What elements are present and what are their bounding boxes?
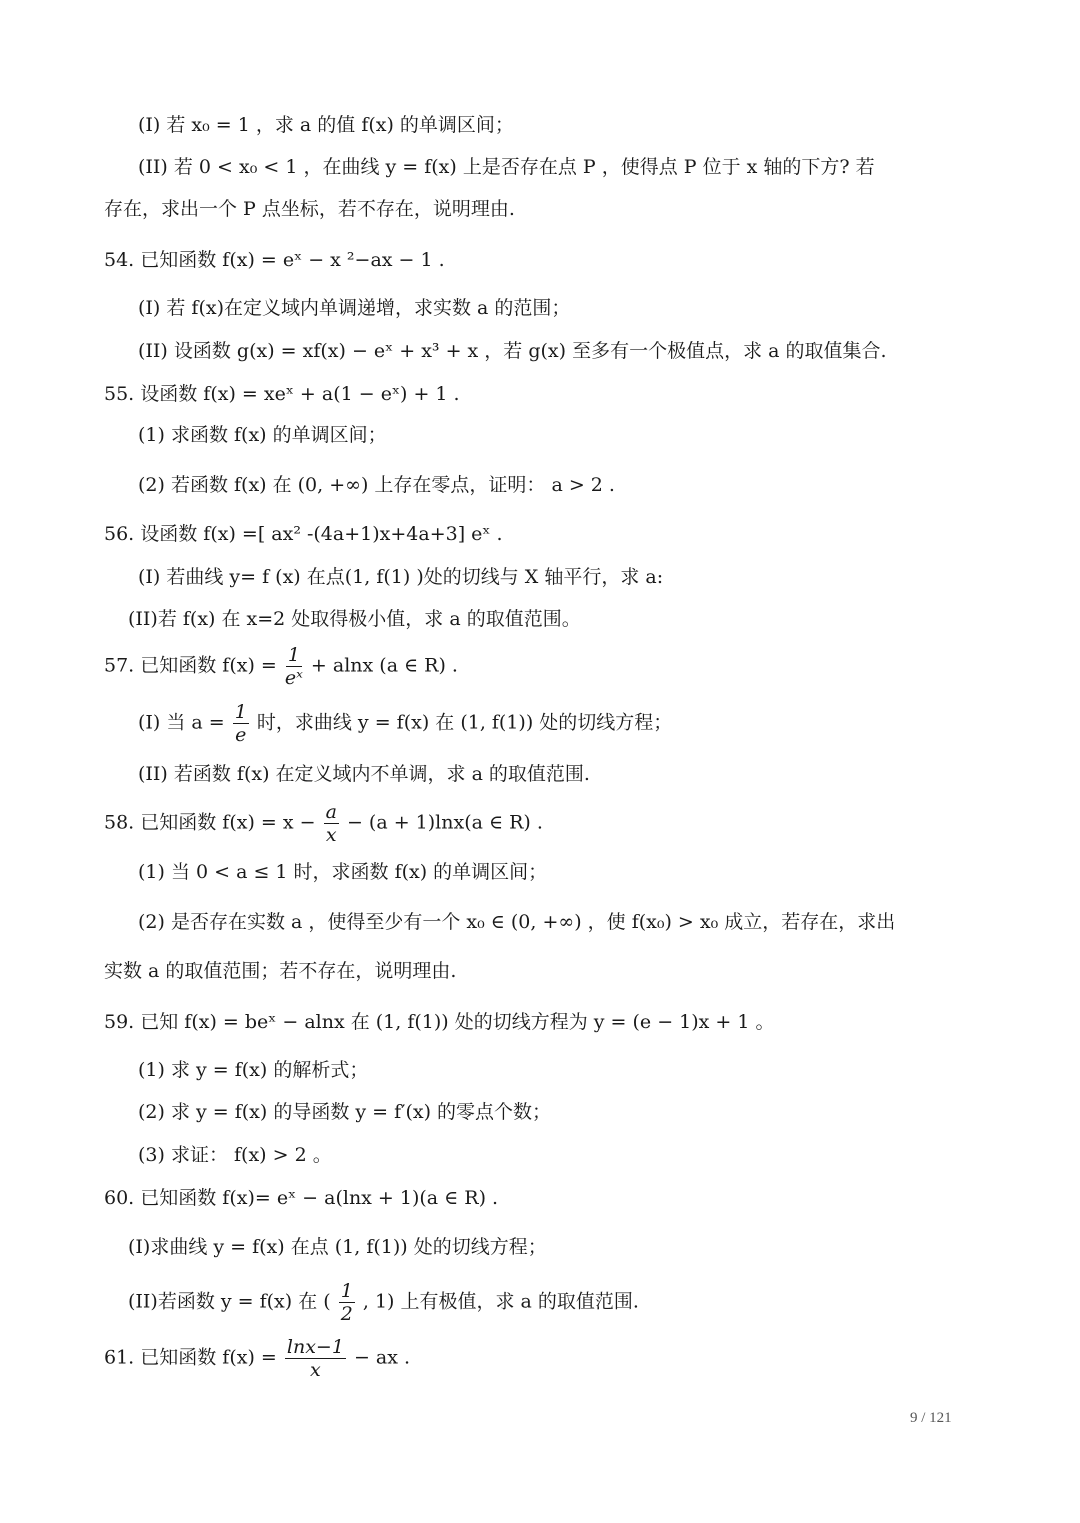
q57-part-i-prefix: (I) 当 a = bbox=[138, 711, 225, 734]
q56-part-i: (I) 若曲线 y= f (x) 在点(1, f(1) )处的切线与 X 轴平行，求 a: bbox=[138, 566, 664, 588]
q60-part-ii-fraction-numerator: 1 bbox=[340, 1280, 353, 1302]
q58-fraction-numerator: a bbox=[325, 801, 337, 823]
q56-stem: 56. 设函数 f(x) =[ ax² -(4a+1)x+4a+3] eˣ . bbox=[104, 523, 503, 545]
q53-part-i: (I) 若 x₀ = 1 ，求 a 的值 f(x) 的单调区间； bbox=[138, 114, 514, 136]
q60-part-ii bbox=[128, 1280, 639, 1325]
q58-prefix: 58. 已知函数 f(x) = x − bbox=[104, 811, 316, 834]
q61-fraction-denominator: x bbox=[310, 1359, 321, 1381]
q54-part-ii: (II) 设函数 g(x) = xf(x) − eˣ + x³ + x ，若 g(x) 至多有一个极值点，求 a 的取值集合. bbox=[138, 340, 887, 362]
q57-part-i-fraction bbox=[233, 701, 249, 746]
q61-prefix: 61. 已知函数 f(x) = bbox=[104, 1346, 277, 1369]
q58-fraction-denominator: x bbox=[325, 824, 337, 846]
q58-fraction bbox=[324, 801, 339, 846]
q56-part-ii: (II)若 f(x) 在 x=2 处取得极小值，求 a 的取值范围。 bbox=[128, 608, 581, 630]
q53-part-ii: (II) 若 0 < x₀ < 1 ，在曲线 y = f(x) 上是否存在点 P ，使得点 P 位于 x 轴的下方? 若 bbox=[138, 156, 875, 178]
q58-part-2: (2) 是否存在实数 a ，使得至少有一个 x₀ ∈ (0, +∞) ，使 f(x₀) > x₀ 成立，若存在，求出 bbox=[138, 911, 896, 933]
q57-fraction-numerator: 1 bbox=[287, 644, 300, 666]
q55-stem: 55. 设函数 f(x) = xeˣ + a(1 − eˣ) + 1 . bbox=[104, 383, 460, 405]
q54-stem: 54. 已知函数 f(x) = eˣ − x ²−ax − 1 . bbox=[104, 249, 445, 271]
q59-stem: 59. 已知 f(x) = beˣ − alnx 在 (1, f(1)) 处的切线方程为 y = (e − 1)x + 1 。 bbox=[104, 1011, 775, 1033]
q60-part-ii-prefix: (II)若函数 y = f(x) 在 ( bbox=[128, 1290, 331, 1313]
q57-part-ii: (II) 若函数 f(x) 在定义域内不单调，求 a 的取值范围. bbox=[138, 763, 590, 785]
q57-prefix: 57. 已知函数 f(x) = bbox=[104, 654, 277, 677]
q59-part-1: (1) 求 y = f(x) 的解析式； bbox=[138, 1059, 369, 1081]
q57-part-i-fraction-numerator: 1 bbox=[234, 701, 247, 723]
q61-suffix: − ax . bbox=[353, 1346, 411, 1369]
q60-part-i: (I)求曲线 y = f(x) 在点 (1, f(1)) 处的切线方程； bbox=[128, 1236, 547, 1258]
q58-part-1: (1) 当 0 < a ≤ 1 时，求函数 f(x) 的单调区间； bbox=[138, 861, 548, 883]
q58-part-2-cont: 实数 a 的取值范围；若不存在，说明理由. bbox=[104, 960, 457, 982]
page-number: 9 / 121 bbox=[910, 1410, 952, 1426]
q53-part-ii-cont: 存在，求出一个 P 点坐标，若不存在，说明理由. bbox=[104, 198, 515, 220]
q58-stem bbox=[104, 801, 543, 846]
q57-fraction-denominator: eˣ bbox=[284, 667, 303, 689]
q60-part-ii-fraction bbox=[339, 1280, 355, 1325]
q59-part-2: (2) 求 y = f(x) 的导函数 y = f′(x) 的零点个数； bbox=[138, 1101, 552, 1123]
q58-suffix: − (a + 1)lnx(a ∈ R) . bbox=[346, 811, 543, 834]
q57-suffix: + alnx (a ∈ R) . bbox=[310, 654, 458, 677]
q60-stem: 60. 已知函数 f(x)= eˣ − a(lnx + 1)(a ∈ R) . bbox=[104, 1187, 499, 1209]
q61-fraction bbox=[285, 1336, 346, 1381]
q57-part-i bbox=[138, 701, 672, 746]
q61-stem bbox=[104, 1336, 410, 1381]
q61-fraction-numerator: lnx−1 bbox=[286, 1336, 344, 1358]
q60-part-ii-fraction-denominator: 2 bbox=[340, 1303, 353, 1325]
q59-part-3: (3) 求证： f(x) > 2 。 bbox=[138, 1144, 332, 1166]
q57-fraction bbox=[285, 644, 303, 689]
q55-part-1: (1) 求函数 f(x) 的单调区间； bbox=[138, 424, 387, 446]
q57-stem bbox=[104, 644, 458, 689]
q60-part-ii-suffix: , 1) 上有极值，求 a 的取值范围. bbox=[362, 1290, 639, 1313]
q57-part-i-suffix: 时，求曲线 y = f(x) 在 (1, f(1)) 处的切线方程； bbox=[256, 711, 673, 734]
q57-part-i-fraction-denominator: e bbox=[235, 724, 247, 746]
q55-part-2: (2) 若函数 f(x) 在 (0, +∞) 上存在零点，证明： a > 2 . bbox=[138, 474, 615, 496]
q54-part-i: (I) 若 f(x)在定义域内单调递增，求实数 a 的范围； bbox=[138, 297, 571, 319]
